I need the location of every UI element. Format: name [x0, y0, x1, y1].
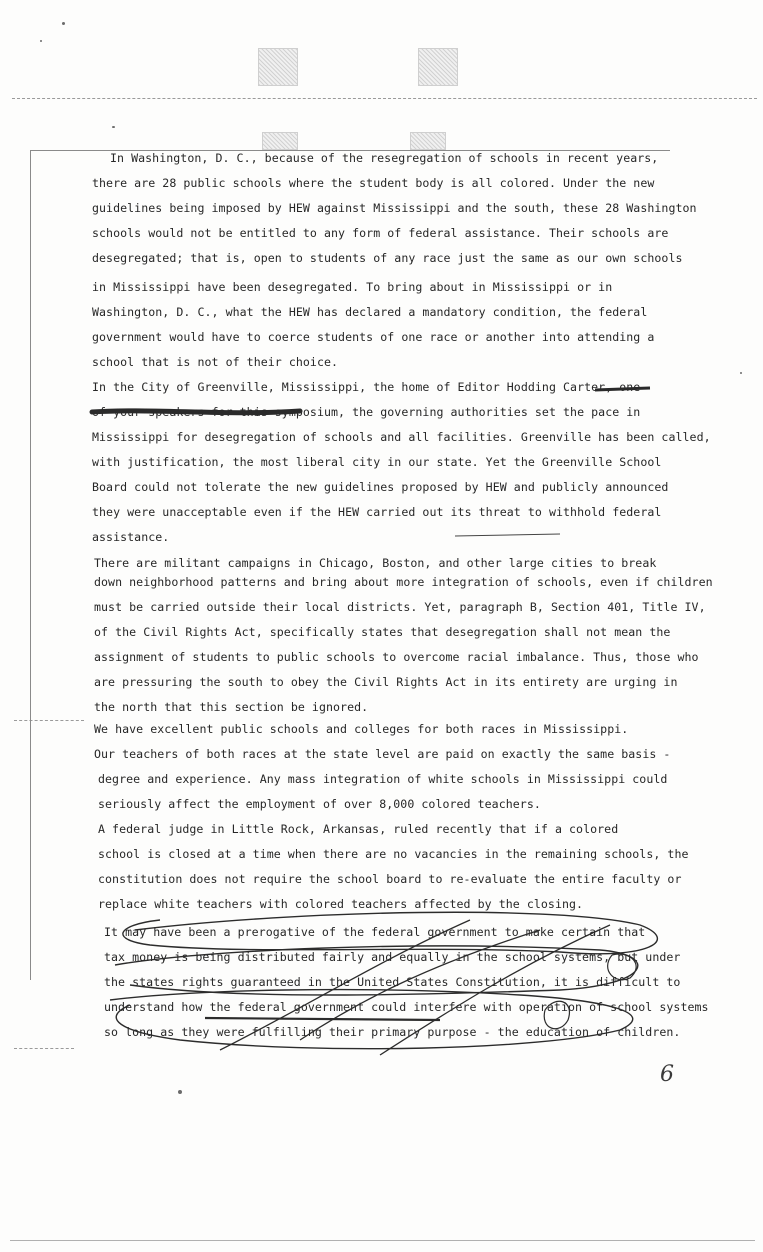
margin-mark-2 — [14, 1048, 74, 1049]
text-line-06: in Mississippi have been desegregated. To bring about in Mississippi or in — [92, 280, 613, 294]
text-line-11: of your speakers for this symposium, the governing authorities set the pace in — [92, 405, 641, 419]
text-line-08: government would have to coerce students of one race or another into attending a — [92, 330, 655, 344]
text-line-18: down neighborhood patterns and bring about more integration of schools, even if children — [94, 575, 713, 589]
text-line-01: In Washington, D. C., because of the resegregation of schools in recent years, — [110, 151, 659, 165]
text-line-31: replace white teachers with colored teachers affected by the closing. — [98, 897, 584, 911]
text-line-04: schools would not be entitled to any form of federal assistance. Their schools are — [92, 226, 669, 240]
text-line-13: with justification, the most liberal city in our state. Yet the Greenville School — [92, 455, 662, 469]
text-line-25: Our teachers of both races at the state level are paid on exactly the same basis - — [94, 747, 671, 761]
text-line-30: constitution does not require the school board to re-evaluate the entire faculty or — [98, 872, 682, 886]
text-line-33: tax money is being distributed fairly and equally in the school systems, but under — [104, 950, 681, 964]
scan-tab-mid-left — [262, 132, 298, 150]
text-line-12: Mississippi for desegregation of schools and all facilities. Greenville has been called, — [92, 430, 711, 444]
text-line-29: school is closed at a time when there are no vacancies in the remaining schools, the — [98, 847, 689, 861]
text-line-03: guidelines being imposed by HEW against Mississippi and the south, these 28 Washington — [92, 201, 697, 215]
speck — [740, 372, 742, 374]
text-line-28: A federal judge in Little Rock, Arkansas, ruled recently that if a colored — [98, 822, 619, 836]
speck — [178, 1090, 182, 1094]
scan-tab-top-right — [418, 48, 458, 86]
page-number: 6 — [660, 1062, 674, 1087]
text-line-19: must be carried outside their local districts. Yet, paragraph B, Section 401, Title IV, — [94, 600, 706, 614]
text-line-07: Washington, D. C., what the HEW has declared a mandatory condition, the federal — [92, 305, 648, 319]
text-line-16: assistance. — [92, 530, 170, 544]
text-line-26: degree and experience. Any mass integration of white schools in Mississippi could — [98, 772, 668, 786]
underline-mark — [455, 534, 560, 536]
text-line-35: understand how the federal government could interfere with operation of school systems — [104, 1000, 709, 1014]
speck — [40, 40, 42, 42]
text-line-02: there are 28 public schools where the student body is all colored. Under the new — [92, 176, 655, 190]
scan-edge-bottom — [10, 1240, 755, 1241]
text-frame-left — [30, 150, 31, 980]
text-line-10: In the City of Greenville, Mississippi, the home of Editor Hodding Carter, one — [92, 380, 641, 394]
text-line-14: Board could not tolerate the new guidelines proposed by HEW and publicly announced — [92, 480, 669, 494]
text-line-36: so long as they were fulfilling their primary purpose - the education of children. — [104, 1025, 681, 1039]
text-line-21: assignment of students to public schools to overcome racial imbalance. Thus, those who — [94, 650, 699, 664]
text-line-09: school that is not of their choice. — [92, 355, 339, 369]
scan-tab-mid-right — [410, 132, 446, 150]
text-line-24: We have excellent public schools and colleges for both races in Mississippi. — [94, 722, 629, 736]
strike-through-line-36 — [205, 1018, 440, 1020]
text-line-22: are pressuring the south to obey the Civil Rights Act in its entirety are urging in — [94, 675, 678, 689]
text-line-05: desegregated; that is, open to students of any race just the same as our own schools — [92, 251, 683, 265]
text-line-32: It may have been a prerogative of the federal government to make certain that — [104, 925, 646, 939]
text-line-20: of the Civil Rights Act, specifically states that desegregation shall not mean the — [94, 625, 671, 639]
text-line-17: There are militant campaigns in Chicago, Boston, and other large cities to break — [94, 556, 657, 570]
text-line-27: seriously affect the employment of over 8,000 colored teachers. — [98, 797, 541, 811]
text-line-15: they were unacceptable even if the HEW carried out its threat to withhold federal — [92, 505, 662, 519]
speck — [112, 126, 115, 128]
text-line-23: the north that this section be ignored. — [94, 700, 369, 714]
scribble-loop-3 — [110, 990, 633, 1049]
scan-tab-top-left — [258, 48, 298, 86]
speck — [62, 22, 65, 25]
margin-mark-1 — [14, 720, 84, 721]
text-line-34: the states rights guaranteed in the United States Constitution, it is difficult to — [104, 975, 681, 989]
scan-edge-top — [12, 98, 757, 99]
